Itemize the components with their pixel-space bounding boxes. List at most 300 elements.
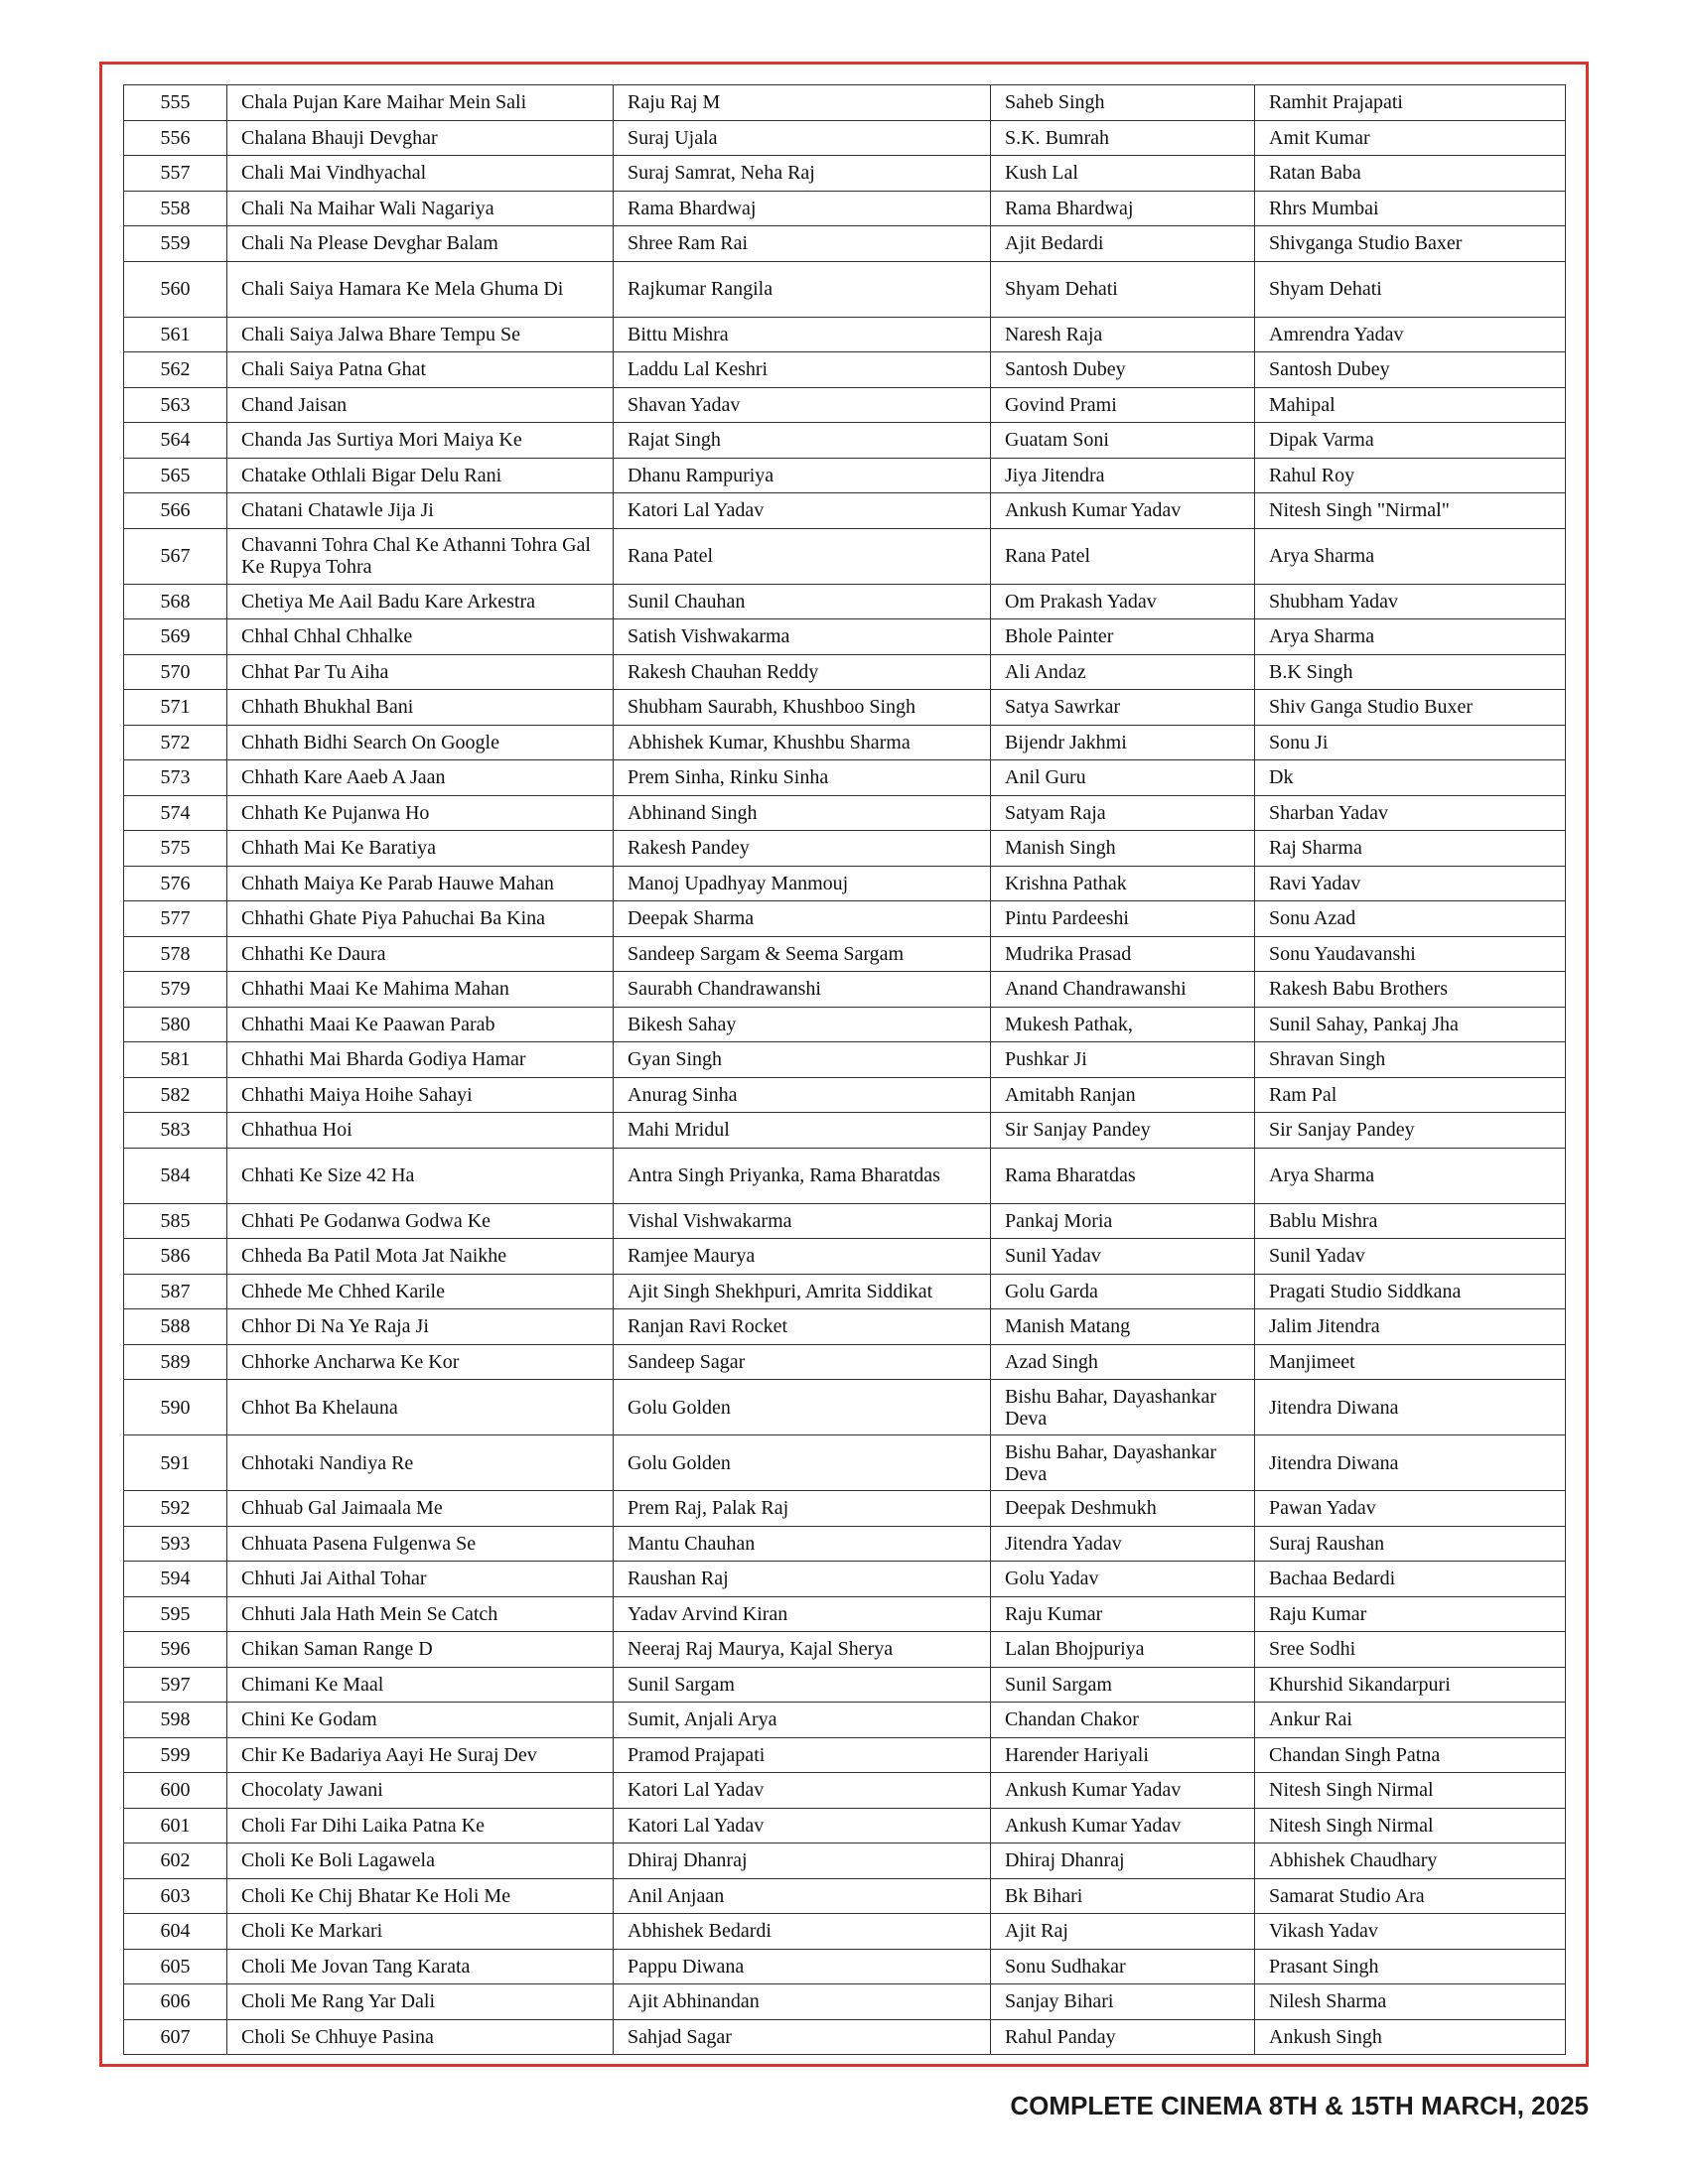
singer-cell: Vishal Vishwakarma	[614, 1203, 991, 1239]
song-title-cell: Chhath Ke Pujanwa Ho	[227, 795, 614, 831]
lyricist-cell: Mukesh Pathak,	[991, 1007, 1255, 1042]
music-director-cell: Sharban Yadav	[1255, 795, 1566, 831]
music-director-cell: Shravan Singh	[1255, 1042, 1566, 1078]
singer-cell: Shree Ram Rai	[614, 226, 991, 262]
song-title-cell: Chhuti Jai Aithal Tohar	[227, 1562, 614, 1597]
serial-number-cell: 586	[124, 1239, 227, 1275]
serial-number-cell: 563	[124, 387, 227, 423]
music-director-cell: Chandan Singh Patna	[1255, 1737, 1566, 1773]
song-title-cell: Chhat Par Tu Aiha	[227, 654, 614, 690]
serial-number-cell: 589	[124, 1344, 227, 1380]
lyricist-cell: Ajit Raj	[991, 1914, 1255, 1950]
song-title-cell: Chhathi Mai Bharda Godiya Hamar	[227, 1042, 614, 1078]
singer-cell: Shavan Yadav	[614, 387, 991, 423]
serial-number-cell: 577	[124, 901, 227, 937]
song-title-cell: Chhal Chhal Chhalke	[227, 619, 614, 655]
serial-number-cell: 590	[124, 1380, 227, 1435]
singer-cell: Abhishek Bedardi	[614, 1914, 991, 1950]
song-title-cell: Chhati Pe Godanwa Godwa Ke	[227, 1203, 614, 1239]
singer-cell: Neeraj Raj Maurya, Kajal Sherya	[614, 1632, 991, 1668]
music-director-cell: Sunil Yadav	[1255, 1239, 1566, 1275]
serial-number-cell: 576	[124, 866, 227, 901]
table-row	[124, 1703, 1566, 1738]
table-row	[124, 1491, 1566, 1527]
singer-cell: Manoj Upadhyay Manmouj	[614, 866, 991, 901]
serial-number-cell: 587	[124, 1274, 227, 1309]
song-title-cell: Chikan Saman Range D	[227, 1632, 614, 1668]
serial-number-cell: 604	[124, 1914, 227, 1950]
lyricist-cell: Ajit Bedardi	[991, 226, 1255, 262]
singer-cell: Dhiraj Dhanraj	[614, 1843, 991, 1879]
music-director-cell: Ravi Yadav	[1255, 866, 1566, 901]
lyricist-cell: Sunil Yadav	[991, 1239, 1255, 1275]
singer-cell: Shubham Saurabh, Khushboo Singh	[614, 690, 991, 726]
serial-number-cell: 597	[124, 1667, 227, 1703]
table-row	[124, 1562, 1566, 1597]
music-director-cell: Jitendra Diwana	[1255, 1380, 1566, 1435]
serial-number-cell: 562	[124, 352, 227, 388]
songs-table	[123, 84, 1566, 2055]
serial-number-cell: 572	[124, 725, 227, 760]
song-title-cell: Chhuata Pasena Fulgenwa Se	[227, 1526, 614, 1562]
singer-cell: Gyan Singh	[614, 1042, 991, 1078]
song-title-cell: Chhathi Ke Daura	[227, 936, 614, 972]
serial-number-cell: 561	[124, 317, 227, 352]
music-director-cell: Sonu Yaudavanshi	[1255, 936, 1566, 972]
table-row	[124, 1148, 1566, 1203]
lyricist-cell: Pushkar Ji	[991, 1042, 1255, 1078]
lyricist-cell: Pankaj Moria	[991, 1203, 1255, 1239]
serial-number-cell: 596	[124, 1632, 227, 1668]
lyricist-cell: Golu Garda	[991, 1274, 1255, 1309]
song-title-cell: Chhotaki Nandiya Re	[227, 1435, 614, 1491]
singer-cell: Antra Singh Priyanka, Rama Bharatdas	[614, 1148, 991, 1203]
singer-cell: Pramod Prajapati	[614, 1737, 991, 1773]
serial-number-cell: 555	[124, 85, 227, 121]
serial-number-cell: 570	[124, 654, 227, 690]
music-director-cell: Prasant Singh	[1255, 1949, 1566, 1984]
lyricist-cell: Anil Guru	[991, 760, 1255, 796]
serial-number-cell: 599	[124, 1737, 227, 1773]
serial-number-cell: 600	[124, 1773, 227, 1809]
singer-cell: Sandeep Sagar	[614, 1344, 991, 1380]
singer-cell: Sahjad Sagar	[614, 2019, 991, 2055]
music-director-cell: Arya Sharma	[1255, 1148, 1566, 1203]
music-director-cell: Rhrs Mumbai	[1255, 191, 1566, 226]
serial-number-cell: 580	[124, 1007, 227, 1042]
serial-number-cell: 575	[124, 831, 227, 867]
serial-number-cell: 571	[124, 690, 227, 726]
music-director-cell: Abhishek Chaudhary	[1255, 1843, 1566, 1879]
serial-number-cell: 560	[124, 261, 227, 317]
music-director-cell: Rahul Roy	[1255, 458, 1566, 493]
table-row	[124, 423, 1566, 459]
serial-number-cell: 574	[124, 795, 227, 831]
table-row	[124, 1077, 1566, 1113]
serial-number-cell: 585	[124, 1203, 227, 1239]
music-director-cell: Rakesh Babu Brothers	[1255, 972, 1566, 1008]
song-title-cell: Chhathi Ghate Piya Pahuchai Ba Kina	[227, 901, 614, 937]
singer-cell: Mahi Mridul	[614, 1113, 991, 1149]
lyricist-cell: Manish Matang	[991, 1309, 1255, 1345]
singer-cell: Prem Sinha, Rinku Sinha	[614, 760, 991, 796]
music-director-cell: Sree Sodhi	[1255, 1632, 1566, 1668]
song-title-cell: Chhati Ke Size 42 Ha	[227, 1148, 614, 1203]
song-title-cell: Chhath Kare Aaeb A Jaan	[227, 760, 614, 796]
serial-number-cell: 573	[124, 760, 227, 796]
song-title-cell: Chhathi Maiya Hoihe Sahayi	[227, 1077, 614, 1113]
lyricist-cell: Ankush Kumar Yadav	[991, 1808, 1255, 1843]
serial-number-cell: 605	[124, 1949, 227, 1984]
table-row	[124, 1239, 1566, 1275]
lyricist-cell: Satya Sawrkar	[991, 690, 1255, 726]
song-title-cell: Chanda Jas Surtiya Mori Maiya Ke	[227, 423, 614, 459]
lyricist-cell: Ankush Kumar Yadav	[991, 493, 1255, 529]
serial-number-cell: 592	[124, 1491, 227, 1527]
lyricist-cell: Kush Lal	[991, 156, 1255, 192]
song-title-cell: Choli Far Dihi Laika Patna Ke	[227, 1808, 614, 1843]
lyricist-cell: Bishu Bahar, Dayashankar Deva	[991, 1435, 1255, 1491]
singer-cell: Sunil Sargam	[614, 1667, 991, 1703]
table-row	[124, 1632, 1566, 1668]
song-title-cell: Chali Saiya Patna Ghat	[227, 352, 614, 388]
singer-cell: Golu Golden	[614, 1435, 991, 1491]
song-title-cell: Chetiya Me Aail Badu Kare Arkestra	[227, 584, 614, 619]
lyricist-cell: Harender Hariyali	[991, 1737, 1255, 1773]
music-director-cell: Nitesh Singh Nirmal	[1255, 1773, 1566, 1809]
music-director-cell: Amit Kumar	[1255, 120, 1566, 156]
table-row	[124, 1042, 1566, 1078]
table-row	[124, 1435, 1566, 1491]
music-director-cell: Jalim Jitendra	[1255, 1309, 1566, 1345]
music-director-cell: Jitendra Diwana	[1255, 1435, 1566, 1491]
singer-cell: Anurag Sinha	[614, 1077, 991, 1113]
table-row	[124, 795, 1566, 831]
song-title-cell: Chhathua Hoi	[227, 1113, 614, 1149]
lyricist-cell: Azad Singh	[991, 1344, 1255, 1380]
music-director-cell: Ram Pal	[1255, 1077, 1566, 1113]
song-title-cell: Choli Me Rang Yar Dali	[227, 1984, 614, 2020]
serial-number-cell: 603	[124, 1878, 227, 1914]
singer-cell: Katori Lal Yadav	[614, 1773, 991, 1809]
table-row	[124, 1309, 1566, 1345]
song-title-cell: Chalana Bhauji Devghar	[227, 120, 614, 156]
table-row	[124, 458, 1566, 493]
singer-cell: Rana Patel	[614, 528, 991, 584]
lyricist-cell: Ankush Kumar Yadav	[991, 1773, 1255, 1809]
table-row	[124, 1984, 1566, 2020]
serial-number-cell: 607	[124, 2019, 227, 2055]
table-row	[124, 584, 1566, 619]
singer-cell: Raju Raj M	[614, 85, 991, 121]
table-row	[124, 493, 1566, 529]
song-title-cell: Chatake Othlali Bigar Delu Rani	[227, 458, 614, 493]
table-row	[124, 317, 1566, 352]
footer-publication-date: COMPLETE CINEMA 8TH & 15TH MARCH, 2025	[1010, 2091, 1589, 2120]
singer-cell: Pappu Diwana	[614, 1949, 991, 1984]
serial-number-cell: 559	[124, 226, 227, 262]
table-row	[124, 191, 1566, 226]
table-row	[124, 1526, 1566, 1562]
table-row	[124, 654, 1566, 690]
serial-number-cell: 594	[124, 1562, 227, 1597]
song-title-cell: Chhuab Gal Jaimaala Me	[227, 1491, 614, 1527]
serial-number-cell: 568	[124, 584, 227, 619]
singer-cell: Ajit Abhinandan	[614, 1984, 991, 2020]
lyricist-cell: Govind Prami	[991, 387, 1255, 423]
serial-number-cell: 558	[124, 191, 227, 226]
music-director-cell: Amrendra Yadav	[1255, 317, 1566, 352]
singer-cell: Prem Raj, Palak Raj	[614, 1491, 991, 1527]
music-director-cell: Ankur Rai	[1255, 1703, 1566, 1738]
singer-cell: Sunil Chauhan	[614, 584, 991, 619]
lyricist-cell: Rama Bhardwaj	[991, 191, 1255, 226]
singer-cell: Bittu Mishra	[614, 317, 991, 352]
song-title-cell: Chali Saiya Jalwa Bhare Tempu Se	[227, 317, 614, 352]
music-director-cell: Mahipal	[1255, 387, 1566, 423]
table-row	[124, 1914, 1566, 1950]
song-title-cell: Chocolaty Jawani	[227, 1773, 614, 1809]
song-title-cell: Chhathi Maai Ke Mahima Mahan	[227, 972, 614, 1008]
song-title-cell: Chali Mai Vindhyachal	[227, 156, 614, 192]
lyricist-cell: Guatam Soni	[991, 423, 1255, 459]
singer-cell: Suraj Samrat, Neha Raj	[614, 156, 991, 192]
music-director-cell: Shivganga Studio Baxer	[1255, 226, 1566, 262]
lyricist-cell: Om Prakash Yadav	[991, 584, 1255, 619]
music-director-cell: Arya Sharma	[1255, 528, 1566, 584]
lyricist-cell: Bijendr Jakhmi	[991, 725, 1255, 760]
table-row	[124, 1808, 1566, 1843]
lyricist-cell: Dhiraj Dhanraj	[991, 1843, 1255, 1879]
table-row	[124, 690, 1566, 726]
singer-cell: Rakesh Pandey	[614, 831, 991, 867]
music-director-cell: Shiv Ganga Studio Buxer	[1255, 690, 1566, 726]
song-title-cell: Chhath Mai Ke Baratiya	[227, 831, 614, 867]
singer-cell: Abhinand Singh	[614, 795, 991, 831]
music-director-cell: Sonu Ji	[1255, 725, 1566, 760]
lyricist-cell: Sir Sanjay Pandey	[991, 1113, 1255, 1149]
table-row	[124, 725, 1566, 760]
music-director-cell: Nilesh Sharma	[1255, 1984, 1566, 2020]
song-title-cell: Choli Se Chhuye Pasina	[227, 2019, 614, 2055]
lyricist-cell: Bk Bihari	[991, 1878, 1255, 1914]
serial-number-cell: 565	[124, 458, 227, 493]
table-row	[124, 1843, 1566, 1879]
music-director-cell: Dk	[1255, 760, 1566, 796]
music-director-cell: Pragati Studio Siddkana	[1255, 1274, 1566, 1309]
table-row	[124, 528, 1566, 584]
lyricist-cell: Rana Patel	[991, 528, 1255, 584]
table-row	[124, 352, 1566, 388]
song-title-cell: Chand Jaisan	[227, 387, 614, 423]
song-title-cell: Chhede Me Chhed Karile	[227, 1274, 614, 1309]
table-row	[124, 1596, 1566, 1632]
music-director-cell: Pawan Yadav	[1255, 1491, 1566, 1527]
song-title-cell: Chhath Bidhi Search On Google	[227, 725, 614, 760]
music-director-cell: Bablu Mishra	[1255, 1203, 1566, 1239]
song-title-cell: Chala Pujan Kare Maihar Mein Sali	[227, 85, 614, 121]
music-director-cell: Manjimeet	[1255, 1344, 1566, 1380]
singer-cell: Rama Bhardwaj	[614, 191, 991, 226]
music-director-cell: Suraj Raushan	[1255, 1526, 1566, 1562]
serial-number-cell: 601	[124, 1808, 227, 1843]
table-row	[124, 1773, 1566, 1809]
lyricist-cell: Ali Andaz	[991, 654, 1255, 690]
music-director-cell: Shyam Dehati	[1255, 261, 1566, 317]
lyricist-cell: Sanjay Bihari	[991, 1984, 1255, 2020]
table-row	[124, 120, 1566, 156]
music-director-cell: Nitesh Singh "Nirmal"	[1255, 493, 1566, 529]
singer-cell: Katori Lal Yadav	[614, 1808, 991, 1843]
song-title-cell: Chhath Bhukhal Bani	[227, 690, 614, 726]
music-director-cell: Shubham Yadav	[1255, 584, 1566, 619]
serial-number-cell: 567	[124, 528, 227, 584]
lyricist-cell: Satyam Raja	[991, 795, 1255, 831]
lyricist-cell: Rahul Panday	[991, 2019, 1255, 2055]
lyricist-cell: Saheb Singh	[991, 85, 1255, 121]
table-row	[124, 156, 1566, 192]
serial-number-cell: 564	[124, 423, 227, 459]
lyricist-cell: Bishu Bahar, Dayashankar Deva	[991, 1380, 1255, 1435]
table-row	[124, 972, 1566, 1008]
song-title-cell: Choli Ke Markari	[227, 1914, 614, 1950]
singer-cell: Mantu Chauhan	[614, 1526, 991, 1562]
singer-cell: Sandeep Sargam & Seema Sargam	[614, 936, 991, 972]
song-title-cell: Chini Ke Godam	[227, 1703, 614, 1738]
singer-cell: Suraj Ujala	[614, 120, 991, 156]
serial-number-cell: 606	[124, 1984, 227, 2020]
table-row	[124, 901, 1566, 937]
table-row	[124, 1203, 1566, 1239]
serial-number-cell: 581	[124, 1042, 227, 1078]
lyricist-cell: Pintu Pardeeshi	[991, 901, 1255, 937]
song-title-cell: Chhuti Jala Hath Mein Se Catch	[227, 1596, 614, 1632]
music-director-cell: Bachaa Bedardi	[1255, 1562, 1566, 1597]
song-title-cell: Chavanni Tohra Chal Ke Athanni Tohra Gal Ke Rupya Tohra	[227, 528, 614, 584]
singer-cell: Yadav Arvind Kiran	[614, 1596, 991, 1632]
lyricist-cell: Lalan Bhojpuriya	[991, 1632, 1255, 1668]
serial-number-cell: 602	[124, 1843, 227, 1879]
singer-cell: Ramjee Maurya	[614, 1239, 991, 1275]
lyricist-cell: Amitabh Ranjan	[991, 1077, 1255, 1113]
singer-cell: Raushan Raj	[614, 1562, 991, 1597]
song-title-cell: Chali Na Please Devghar Balam	[227, 226, 614, 262]
table-row	[124, 1667, 1566, 1703]
singer-cell: Golu Golden	[614, 1380, 991, 1435]
lyricist-cell: Santosh Dubey	[991, 352, 1255, 388]
song-title-cell: Chir Ke Badariya Aayi He Suraj Dev	[227, 1737, 614, 1773]
lyricist-cell: Golu Yadav	[991, 1562, 1255, 1597]
song-title-cell: Chali Na Maihar Wali Nagariya	[227, 191, 614, 226]
table-row	[124, 936, 1566, 972]
table-row	[124, 1007, 1566, 1042]
song-title-cell: Choli Ke Chij Bhatar Ke Holi Me	[227, 1878, 614, 1914]
singer-cell: Ajit Singh Shekhpuri, Amrita Siddikat	[614, 1274, 991, 1309]
lyricist-cell: Bhole Painter	[991, 619, 1255, 655]
serial-number-cell: 569	[124, 619, 227, 655]
serial-number-cell: 582	[124, 1077, 227, 1113]
song-title-cell: Chimani Ke Maal	[227, 1667, 614, 1703]
lyricist-cell: Mudrika Prasad	[991, 936, 1255, 972]
singer-cell: Anil Anjaan	[614, 1878, 991, 1914]
lyricist-cell: Rama Bharatdas	[991, 1148, 1255, 1203]
table-row	[124, 1344, 1566, 1380]
music-director-cell: Khurshid Sikandarpuri	[1255, 1667, 1566, 1703]
table-row	[124, 261, 1566, 317]
music-director-cell: Raj Sharma	[1255, 831, 1566, 867]
table-row	[124, 85, 1566, 121]
lyricist-cell: Deepak Deshmukh	[991, 1491, 1255, 1527]
singer-cell: Katori Lal Yadav	[614, 493, 991, 529]
singer-cell: Bikesh Sahay	[614, 1007, 991, 1042]
serial-number-cell: 566	[124, 493, 227, 529]
music-director-cell: Ratan Baba	[1255, 156, 1566, 192]
song-title-cell: Choli Ke Boli Lagawela	[227, 1843, 614, 1879]
singer-cell: Abhishek Kumar, Khushbu Sharma	[614, 725, 991, 760]
music-director-cell: Dipak Varma	[1255, 423, 1566, 459]
music-director-cell: Sunil Sahay, Pankaj Jha	[1255, 1007, 1566, 1042]
serial-number-cell: 593	[124, 1526, 227, 1562]
lyricist-cell: Sonu Sudhakar	[991, 1949, 1255, 1984]
singer-cell: Ranjan Ravi Rocket	[614, 1309, 991, 1345]
lyricist-cell: Naresh Raja	[991, 317, 1255, 352]
song-title-cell: Choli Me Jovan Tang Karata	[227, 1949, 614, 1984]
song-title-cell: Chhor Di Na Ye Raja Ji	[227, 1309, 614, 1345]
table-row	[124, 619, 1566, 655]
singer-cell: Laddu Lal Keshri	[614, 352, 991, 388]
serial-number-cell: 557	[124, 156, 227, 192]
table-row	[124, 1274, 1566, 1309]
serial-number-cell: 584	[124, 1148, 227, 1203]
music-director-cell: Nitesh Singh Nirmal	[1255, 1808, 1566, 1843]
serial-number-cell: 583	[124, 1113, 227, 1149]
singer-cell: Deepak Sharma	[614, 901, 991, 937]
table-row	[124, 866, 1566, 901]
lyricist-cell: Raju Kumar	[991, 1596, 1255, 1632]
song-title-cell: Chatani Chatawle Jija Ji	[227, 493, 614, 529]
singer-cell: Dhanu Rampuriya	[614, 458, 991, 493]
table-row	[124, 2019, 1566, 2055]
lyricist-cell: S.K. Bumrah	[991, 120, 1255, 156]
music-director-cell: Ankush Singh	[1255, 2019, 1566, 2055]
serial-number-cell: 579	[124, 972, 227, 1008]
music-director-cell: Sir Sanjay Pandey	[1255, 1113, 1566, 1149]
table-row	[124, 831, 1566, 867]
serial-number-cell: 598	[124, 1703, 227, 1738]
table-row	[124, 1878, 1566, 1914]
lyricist-cell: Shyam Dehati	[991, 261, 1255, 317]
table-row	[124, 387, 1566, 423]
music-director-cell: Arya Sharma	[1255, 619, 1566, 655]
singer-cell: Rakesh Chauhan Reddy	[614, 654, 991, 690]
lyricist-cell: Anand Chandrawanshi	[991, 972, 1255, 1008]
music-director-cell: Sonu Azad	[1255, 901, 1566, 937]
table-row	[124, 760, 1566, 796]
serial-number-cell: 588	[124, 1309, 227, 1345]
music-director-cell: Ramhit Prajapati	[1255, 85, 1566, 121]
singer-cell: Rajat Singh	[614, 423, 991, 459]
serial-number-cell: 591	[124, 1435, 227, 1491]
music-director-cell: Santosh Dubey	[1255, 352, 1566, 388]
lyricist-cell: Sunil Sargam	[991, 1667, 1255, 1703]
song-title-cell: Chhath Maiya Ke Parab Hauwe Mahan	[227, 866, 614, 901]
song-title-cell: Chhot Ba Khelauna	[227, 1380, 614, 1435]
music-director-cell: B.K Singh	[1255, 654, 1566, 690]
table-row	[124, 1380, 1566, 1435]
singer-cell: Sumit, Anjali Arya	[614, 1703, 991, 1738]
lyricist-cell: Chandan Chakor	[991, 1703, 1255, 1738]
lyricist-cell: Krishna Pathak	[991, 866, 1255, 901]
